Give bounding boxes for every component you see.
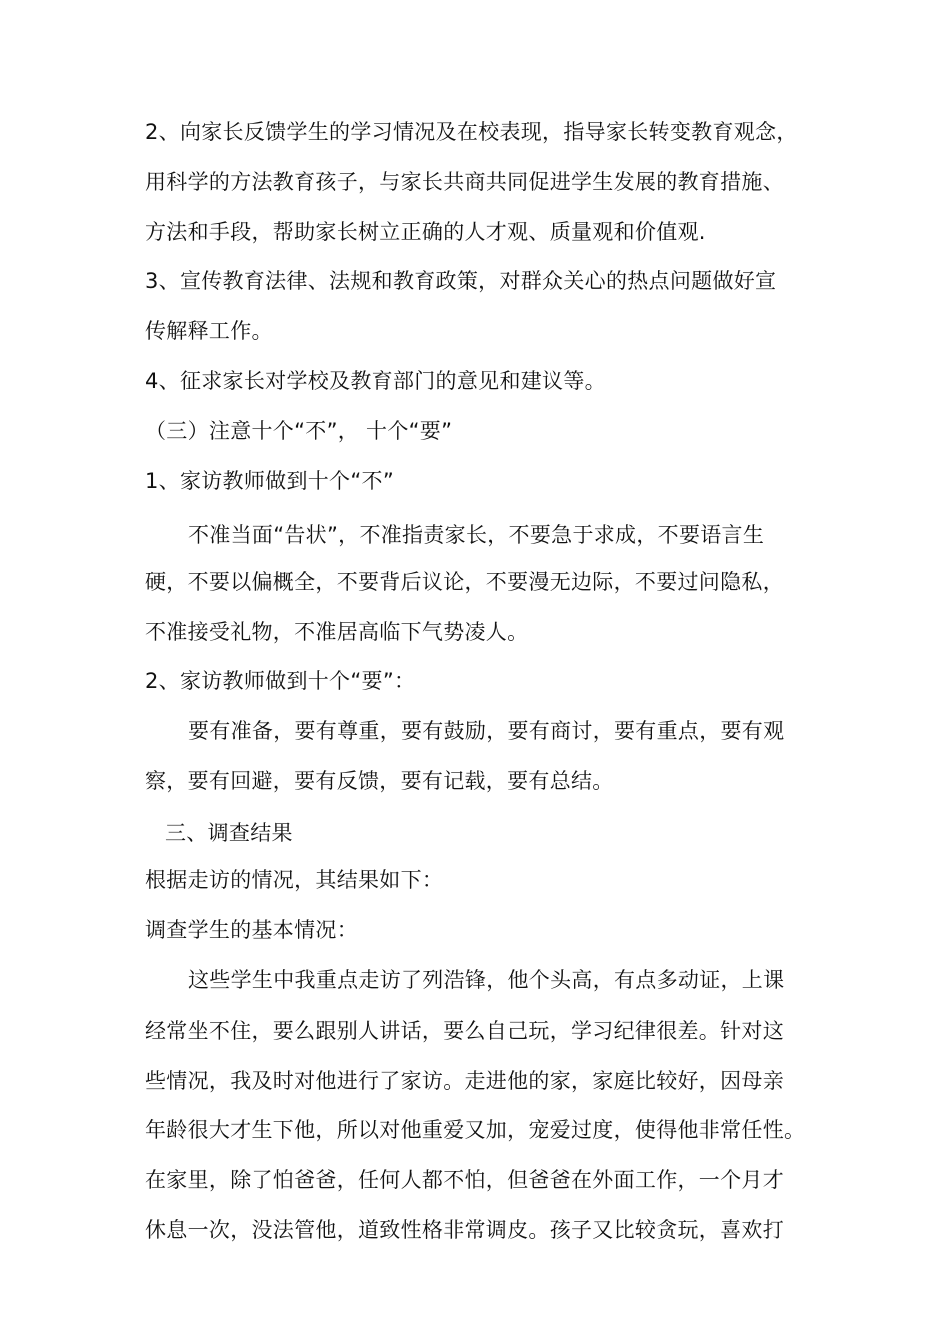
paragraph-line: 年龄很大才生下他，所以对他重爱又加，宠爱过度，使得他非常任性。 bbox=[145, 1118, 806, 1142]
paragraph-line: 休息一次，没法管他，道致性格非常调皮。孩子又比较贪玩，喜欢打 bbox=[145, 1218, 784, 1242]
paragraph-line: 传解释工作。 bbox=[145, 319, 273, 343]
paragraph-line: 在家里，除了怕爸爸，任何人都不怕，但爸爸在外面工作，一个月才 bbox=[145, 1168, 784, 1192]
paragraph-line: 调查学生的基本情况： bbox=[145, 918, 358, 942]
paragraph-line: 方法和手段，帮助家长树立正确的人才观、质量观和价值观. bbox=[145, 220, 706, 244]
paragraph-line: 4、征求家长对学校及教育部门的意见和建议等。 bbox=[145, 369, 606, 393]
paragraph-line: 2、向家长反馈学生的学习情况及在校表现，指导家长转变教育观念， bbox=[145, 120, 798, 144]
paragraph-line: 要有准备，要有尊重，要有鼓励，要有商讨，要有重点，要有观 bbox=[188, 719, 785, 743]
paragraph-line: 些情况，我及时对他进行了家访。走进他的家，家庭比较好，因母亲 bbox=[145, 1069, 784, 1093]
paragraph-line: 3、宣传教育法律、法规和教育政策，对群众关心的热点问题做好宣 bbox=[145, 269, 777, 293]
paragraph-line: 经常坐不住，要么跟别人讲话，要么自己玩，学习纪律很差。针对这 bbox=[145, 1019, 784, 1043]
paragraph-line: 察，要有回避，要有反馈，要有记载，要有总结。 bbox=[145, 769, 614, 793]
paragraph-line: 根据走访的情况，其结果如下： bbox=[145, 868, 444, 892]
subsection-heading: 1、家访教师做到十个“不” bbox=[145, 469, 395, 493]
paragraph-line: 不准接受礼物，不准居高临下气势凌人。 bbox=[145, 620, 529, 644]
section-heading: 三、调查结果 bbox=[165, 821, 293, 845]
paragraph-line: 不准当面“告状”，不准指责家长，不要急于求成，不要语言生 bbox=[188, 523, 765, 547]
section-heading: （三）注意十个“不”， 十个“要” bbox=[145, 419, 453, 443]
paragraph-line: 用科学的方法教育孩子，与家长共商共同促进学生发展的教育措施、 bbox=[145, 170, 784, 194]
paragraph-line: 这些学生中我重点走访了列浩锋，他个头高，有点多动证，上课 bbox=[188, 968, 785, 992]
paragraph-line: 硬，不要以偏概全，不要背后议论，不要漫无边际，不要过问隐私， bbox=[145, 570, 784, 594]
subsection-heading: 2、家访教师做到十个“要”： bbox=[145, 669, 416, 693]
